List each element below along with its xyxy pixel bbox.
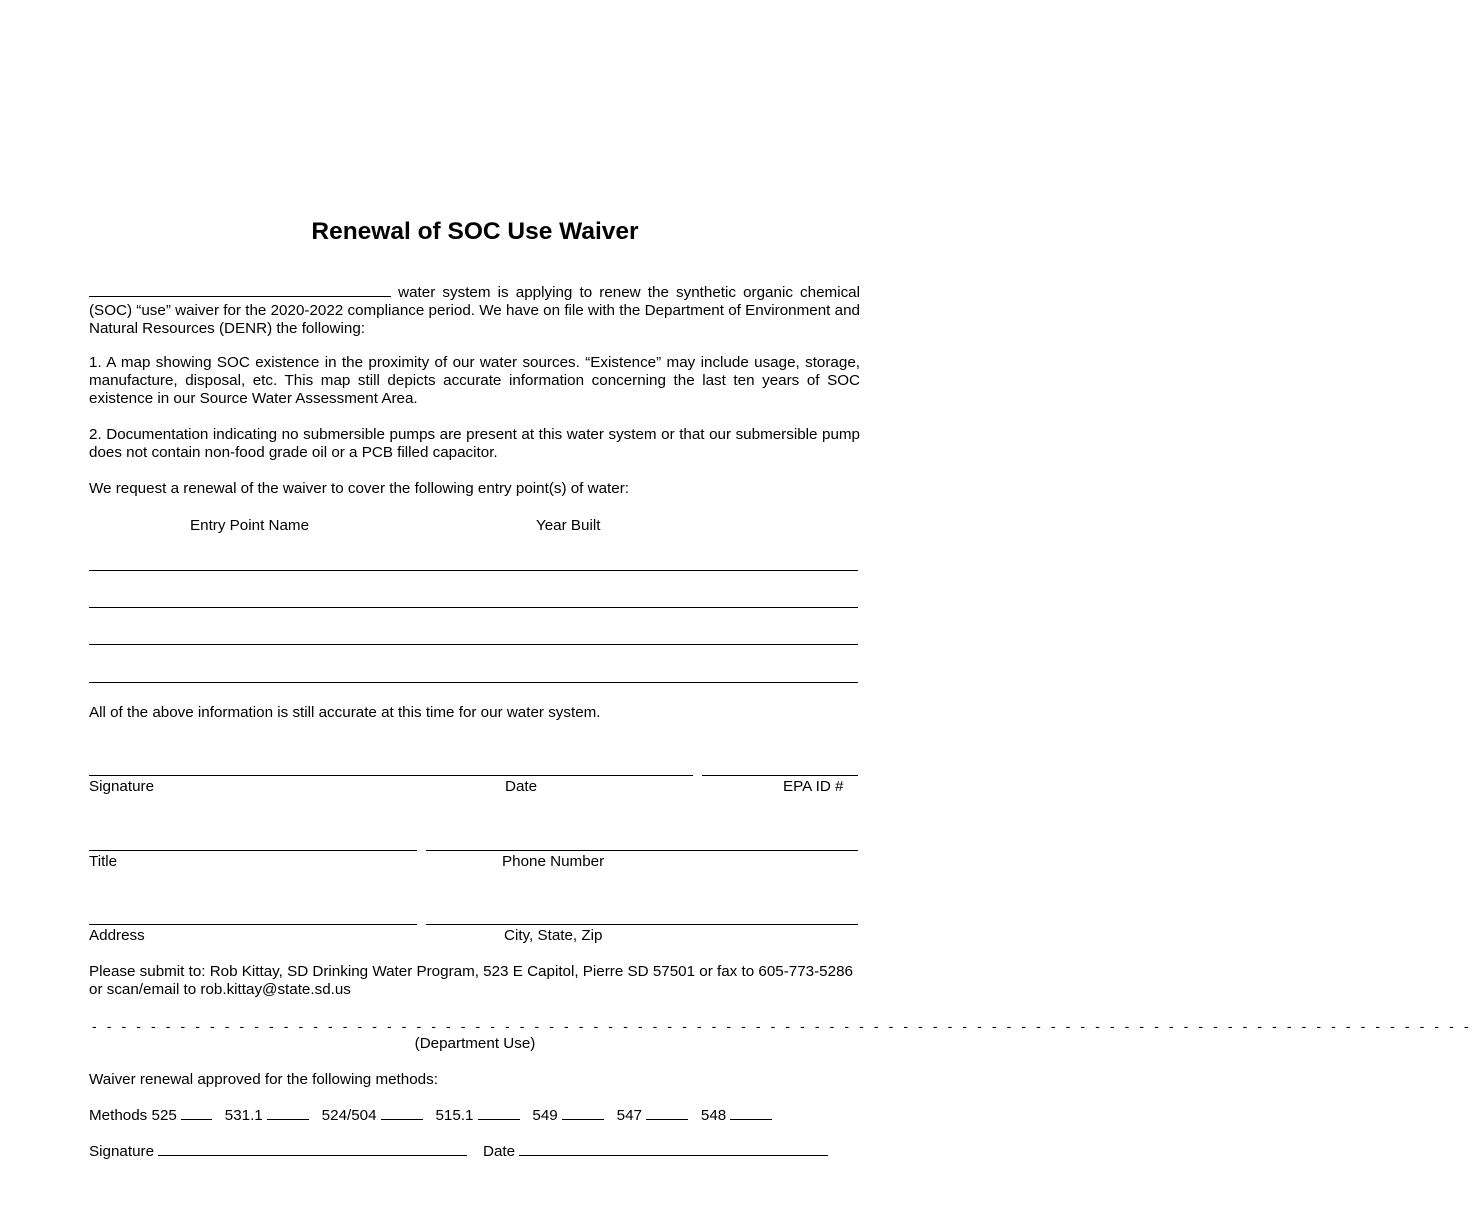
bottom-date-row: [483, 1142, 828, 1160]
entry-point-line-1[interactable]: [89, 570, 858, 571]
method-531-1-blank[interactable]: [267, 1106, 309, 1120]
city-state-zip-line[interactable]: [426, 924, 858, 925]
title-label: Title: [89, 853, 118, 870]
method-524-504: 524/504: [321, 1107, 377, 1124]
method-524-504-blank[interactable]: [381, 1106, 423, 1120]
bottom-date-label: Date: [483, 1143, 516, 1160]
bottom-signature-blank[interactable]: [158, 1142, 467, 1156]
method-548-blank[interactable]: [730, 1106, 772, 1120]
phone-line[interactable]: [426, 850, 858, 851]
submit-instructions: Please submit to: Rob Kittay, SD Drinking Water Program, 523 E Capitol, Pierre SD 57501 or fax to 605-773-5286 or scan/email to rob.kittay@state.sd.us: [89, 963, 853, 998]
address-line[interactable]: [89, 924, 417, 925]
method-525: 525: [151, 1107, 177, 1124]
entry-point-name-header: Entry Point Name: [190, 517, 310, 534]
method-515-1: 515.1: [435, 1107, 474, 1124]
approved-methods-text: Waiver renewal approved for the following methods:: [89, 1071, 438, 1088]
intro-text: water system is applying to renew the synthetic organic chemical (SOC) “use” waiver for the 2020-2022 compliance period. We have on file with the Department of Environment and Natural Resources (DENR) the following:: [89, 284, 860, 337]
entry-point-line-4[interactable]: [89, 682, 858, 683]
method-549-blank[interactable]: [562, 1106, 604, 1120]
epa-id-label: EPA ID #: [783, 778, 844, 795]
accuracy-statement: All of the above information is still accurate at this time for our water system.: [89, 704, 601, 721]
department-use-label: (Department Use): [414, 1035, 536, 1052]
signature-date-line[interactable]: [89, 775, 693, 776]
title-line[interactable]: [89, 850, 417, 851]
date-label: Date: [505, 778, 538, 795]
methods-prefix: Methods: [89, 1107, 148, 1124]
bottom-date-blank[interactable]: [519, 1142, 828, 1156]
method-515-1-blank[interactable]: [478, 1106, 520, 1120]
method-548: 548: [700, 1107, 727, 1124]
bottom-signature-row: [89, 1142, 467, 1160]
method-547-blank[interactable]: [646, 1106, 688, 1120]
method-531-1: 531.1: [224, 1107, 263, 1124]
year-built-header: Year Built: [536, 517, 601, 534]
methods-row: [89, 1106, 772, 1124]
item-2-paragraph: 2. Documentation indicating no submersible pumps are present at this water system or that our submersible pump does not contain non-food grade oil or a PCB filled capacitor.: [89, 426, 860, 461]
item-1-paragraph: 1. A map showing SOC existence in the proximity of our water sources. “Existence” may include usage, storage, manufacture, disposal, etc. This map still depicts accurate information concerning the last ten years of SOC existence in our Source Water Assessment Area.: [89, 354, 860, 407]
signature-label: Signature: [89, 778, 155, 795]
phone-label: Phone Number: [502, 853, 605, 870]
method-525-blank[interactable]: [181, 1106, 212, 1120]
intro-paragraph: [89, 283, 860, 338]
method-549: 549: [532, 1107, 558, 1124]
address-label: Address: [89, 927, 145, 944]
method-547: 547: [616, 1107, 642, 1124]
entry-point-line-2[interactable]: [89, 607, 858, 608]
bottom-signature-label: Signature: [89, 1143, 155, 1160]
dashed-divider: - - - - - - - - - - - - - - - - - - - - - - - - - - - - - - - - - - - - - - - - - - - - - - - - - - - - - - - - - - - - - - - - - - - - - - - - - - - - - - - - - - - - - - - - - - - - - -: [92, 1018, 1472, 1034]
city-state-zip-label: City, State, Zip: [504, 927, 603, 944]
request-paragraph: We request a renewal of the waiver to cover the following entry point(s) of water:: [89, 480, 629, 497]
epa-id-line[interactable]: [702, 775, 858, 776]
water-system-name-blank[interactable]: [89, 283, 391, 297]
page-title: Renewal of SOC Use Waiver: [311, 218, 639, 245]
entry-point-line-3[interactable]: [89, 644, 858, 645]
